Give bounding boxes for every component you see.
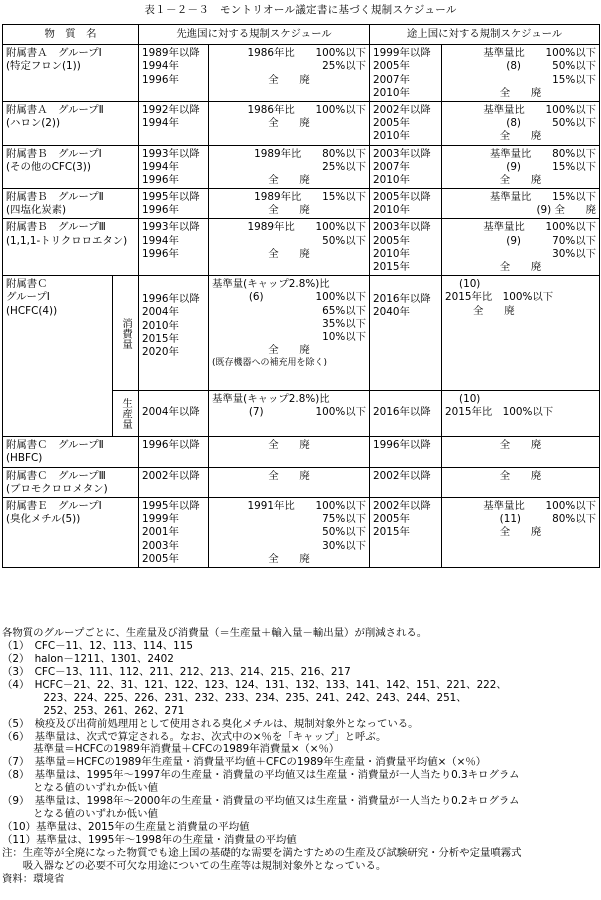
dvg-vals	[442, 219, 600, 276]
dvg-years	[370, 101, 442, 145]
dvg-vals	[442, 497, 600, 567]
value: 全 廃	[268, 552, 310, 565]
dev-vals	[209, 219, 370, 276]
year: 2005年	[373, 117, 410, 130]
year: 1995年以降	[142, 499, 200, 512]
value: 全 廃	[268, 344, 310, 357]
value: (7) 100%以下	[248, 406, 367, 419]
dvg-vals	[442, 101, 600, 145]
value: 全 廃	[268, 247, 310, 260]
value-note: (既存機器への補充用を除く)	[212, 358, 328, 369]
name-line: 附属書Ｂ グループⅡ	[6, 191, 104, 204]
footnote-line: （9） 基準量は、1998年～2000年の生産量・消費量の平均値又は生産量・消費量が一人当たり0.2キログラム	[2, 795, 520, 808]
year: 2004年	[142, 306, 179, 319]
header-substance: 物 質 名	[3, 25, 139, 45]
dev-years	[139, 467, 209, 497]
dvg-years	[370, 467, 442, 497]
year: 2010年	[373, 247, 410, 260]
dev-years	[139, 45, 209, 102]
year: 2016年以降	[373, 293, 431, 306]
value: 30%以下	[322, 539, 367, 552]
value: 全 廃	[473, 304, 515, 317]
value: 35%以下	[322, 317, 367, 330]
value: 15%以下	[552, 73, 597, 86]
year: 2002年以降	[142, 469, 200, 482]
year: 2001年	[142, 526, 179, 539]
value: 25%以下	[322, 160, 367, 173]
year: 2010年	[373, 130, 410, 143]
value: 1986年比 100%以下	[247, 47, 367, 60]
year: 2010年	[373, 86, 410, 99]
value: (9) 15%以下	[506, 160, 597, 173]
value: 全 廃	[268, 439, 310, 452]
dvg-years	[370, 219, 442, 276]
dev-vals	[209, 45, 370, 102]
name-line: 附属書Ｂ グループⅠ	[6, 147, 102, 160]
value: 30%以下	[552, 247, 597, 260]
value: 基準量比 100%以下	[483, 499, 597, 512]
value: 基準量(キャップ2.8%)比	[212, 278, 330, 291]
table-row-hcfc-consumption	[3, 276, 600, 391]
footnote-line: （4） HCFC－21、22、31、121、122、123、124、131、132、133、141、142、151、221、222、	[2, 678, 507, 691]
hcfc-prod-year	[139, 391, 209, 437]
year: 1994年	[142, 60, 179, 73]
year: 2016年以降	[373, 406, 431, 419]
value: 基準量比 100%以下	[483, 47, 597, 60]
dvg-vals	[442, 45, 600, 102]
year: 2005年	[373, 60, 410, 73]
value: 65%以下	[322, 304, 367, 317]
footnote-line: （3） CFC－13、111、112、211、212、213、214、215、216、217	[2, 665, 351, 678]
year: 2020年	[142, 345, 179, 358]
value: 全 廃	[499, 173, 542, 186]
value: 全 廃	[268, 469, 310, 482]
year: 2002年以降	[373, 499, 431, 512]
year: 2003年以降	[373, 147, 431, 160]
consumption-label: 消費量	[113, 276, 139, 391]
year: 1989年以降	[142, 47, 200, 60]
substance-name	[3, 189, 139, 219]
footnote-line: （11）基準量は、1995年～1998年の生産量・消費量の平均値	[2, 834, 297, 846]
name-line: 附属書Ａ グループⅠ	[6, 47, 102, 60]
year: 2005年	[373, 513, 410, 526]
dev-years	[139, 219, 209, 276]
value: 1991年比 100%以下	[247, 499, 367, 512]
year: 1992年以降	[142, 103, 200, 116]
value: 10%以下	[322, 330, 367, 343]
value: 1989年比 100%以下	[247, 221, 367, 234]
year: 1996年	[142, 173, 179, 186]
year: 1996年	[142, 247, 179, 260]
year: 2003年	[142, 539, 179, 552]
table-title: 表１－２－３ モントリオール議定書に基づく規制スケジュール	[144, 4, 457, 16]
value: (8) 50%以下	[506, 60, 597, 73]
table-row	[3, 497, 600, 567]
year: 1999年	[142, 513, 179, 526]
value: 基準量比 80%以下	[489, 147, 597, 160]
hcfc-name-line: グループⅠ	[6, 291, 50, 304]
name-line: 附属書Ｅ グループⅠ	[6, 499, 102, 512]
name-line: (特定フロン(1))	[6, 60, 81, 73]
dev-vals	[209, 145, 370, 189]
footnote-line: となる値のいずれか低い値	[2, 808, 158, 821]
year: 2010年	[373, 173, 410, 186]
name-line: 附属書Ｃ グループⅡ	[6, 439, 104, 452]
hcfc-prod-dvg-values	[442, 391, 600, 437]
dev-vals	[209, 497, 370, 567]
year: 2003年以降	[373, 221, 431, 234]
year: 1993年以降	[142, 221, 200, 234]
dev-years	[139, 145, 209, 189]
hcfc-prod-dvg-year	[370, 391, 442, 437]
table-row	[3, 467, 600, 497]
dvg-years	[370, 437, 442, 467]
year: 1996年以降	[373, 439, 431, 452]
value: 25%以下	[322, 60, 367, 73]
header-developed: 先進国に対する規制スケジュール	[139, 25, 370, 45]
footnote-line: （5） 検疫及び出荷前処理用として使用される臭化メチルは、規制対象外となっている。	[2, 717, 419, 730]
footnote-line: （2） halon－1211、1301、2402	[2, 652, 174, 665]
footnote-line: （1） CFC－11、12、113、114、115	[2, 639, 193, 652]
substance-name	[3, 101, 139, 145]
year: 1996年以降	[142, 439, 200, 452]
hcfc-cons-dvg-values	[442, 276, 600, 391]
table-row	[3, 189, 600, 219]
table-row	[3, 437, 600, 467]
name-line: (HBFC)	[6, 452, 43, 465]
year: 1993年以降	[142, 147, 200, 160]
table-row	[3, 219, 600, 276]
dvg-vals	[442, 467, 600, 497]
hcfc-cons-years	[139, 276, 209, 391]
footnote-line: 223、224、225、226、231、232、233、234、235、241、242、243、244、251、	[2, 691, 467, 704]
name-line: (ハロン(2))	[6, 117, 60, 130]
year: 2005年以降	[373, 191, 431, 204]
value: (6) 100%以下	[248, 291, 367, 304]
dvg-vals	[442, 145, 600, 189]
value: 50%以下	[322, 526, 367, 539]
footnote-line: （10）基準量は、2015年の生産量と消費量の平均値	[2, 821, 250, 834]
substance-name	[3, 497, 139, 567]
substance-name	[3, 437, 139, 467]
dvg-vals	[442, 437, 600, 467]
value: (9) 70%以下	[506, 234, 597, 247]
substance-name	[3, 467, 139, 497]
substance-name-hcfc	[3, 276, 113, 437]
footnote-line: 吸入器などの必要不可欠な用途についての生産等は規制対象外となっている。	[2, 859, 387, 872]
year: 2005年	[373, 234, 410, 247]
hcfc-prod-values	[209, 391, 370, 437]
value: 1986年比 100%以下	[247, 103, 367, 116]
year: 2015年	[373, 261, 410, 274]
year: 2002年以降	[373, 469, 431, 482]
hcfc-cons-values	[209, 276, 370, 391]
substance-name	[3, 45, 139, 102]
value: 全 廃	[499, 86, 542, 99]
value: 1989年比 15%以下	[254, 191, 367, 204]
year: 1996年以降	[142, 293, 200, 306]
year: 2005年	[142, 552, 179, 565]
name-line: 附属書Ｃ グループⅢ	[6, 469, 106, 482]
value: 全 廃	[268, 117, 310, 130]
value: (8) 50%以下	[506, 117, 597, 130]
dev-vals	[209, 189, 370, 219]
substance-name	[3, 219, 139, 276]
header-developing: 途上国に対する規制スケジュール	[370, 25, 600, 45]
footnote-line: 各物質のグループごとに、生産量及び消費量（＝生産量＋輸入量－輸出量）が削減される。	[2, 627, 428, 639]
name-line: (四塩化炭素)	[6, 204, 67, 217]
year: 1996年	[142, 73, 179, 86]
name-line: (その他のCFC(3))	[6, 160, 91, 173]
value: 全 廃	[499, 130, 542, 143]
year: 2002年以降	[373, 103, 431, 116]
year: 2015年	[373, 526, 410, 539]
value: 全 廃	[499, 439, 542, 452]
year: 1994年	[142, 117, 179, 130]
table-row	[3, 101, 600, 145]
value: 75%以下	[322, 513, 367, 526]
dev-years	[139, 437, 209, 467]
footnote-line: 基準量＝HCFCの1989年消費量＋CFCの1989年消費量×（×％）	[2, 743, 340, 756]
year: 2015年	[142, 332, 179, 345]
dev-years	[139, 497, 209, 567]
footnote-line: （6） 基準量は、次式で算定される。なお、次式中の×％を「キャップ」と呼ぶ。	[2, 730, 387, 743]
dvg-years	[370, 45, 442, 102]
value: 基準量比 15%以下	[489, 191, 597, 204]
value: (11) 80%以下	[499, 513, 597, 526]
hcfc-name-line: (HCFC(4))	[6, 304, 58, 317]
dvg-years	[370, 497, 442, 567]
table-row	[3, 45, 600, 102]
dvg-years	[370, 189, 442, 219]
dev-vals	[209, 437, 370, 467]
value: 全 廃	[268, 204, 310, 217]
table-header-row	[3, 25, 600, 45]
footnote-line: 資料：環境省	[2, 872, 65, 885]
dev-years	[139, 101, 209, 145]
production-label: 生産量	[113, 391, 139, 437]
name-line: (1,1,1-トリクロロエタン)	[6, 234, 128, 247]
year: 1994年	[142, 160, 179, 173]
substance-name	[3, 145, 139, 189]
name-line: 附属書Ｂ グループⅢ	[6, 221, 106, 234]
name-line: 附属書Ａ グループⅡ	[6, 103, 104, 116]
footnote-line: となる値のいずれか低い値	[2, 782, 158, 795]
value: (9) 全 廃	[536, 204, 597, 217]
value: 50%以下	[322, 234, 367, 247]
footnote-line: （7） 基準量＝HCFCの1989年生産量・消費量平均値＋CFCの1989年生産量・消費量平均値×（×％）	[2, 756, 487, 769]
dvg-years	[370, 145, 442, 189]
footnotes	[2, 627, 599, 886]
year: 2007年	[373, 73, 410, 86]
table-row	[3, 145, 600, 189]
year: 2010年	[142, 319, 179, 332]
value: (10)	[459, 393, 481, 406]
dev-vals	[209, 467, 370, 497]
dev-vals	[209, 101, 370, 145]
year: 1994年	[142, 234, 179, 247]
year: 1996年	[142, 204, 179, 217]
name-line: (ブロモクロロメタン)	[6, 482, 108, 495]
hcfc-cons-dvg-years	[370, 276, 442, 391]
value: 基準量(キャップ2.8%)比	[212, 393, 330, 406]
value: 2015年比 100%以下	[445, 406, 554, 419]
value: 基準量比 100%以下	[483, 103, 597, 116]
dev-years	[139, 189, 209, 219]
value: 2015年比 100%以下	[445, 291, 554, 304]
value: 基準量比 100%以下	[483, 221, 597, 234]
year: 1999年以降	[373, 47, 431, 60]
value: 全 廃	[499, 469, 542, 482]
value: 全 廃	[268, 73, 310, 86]
value: 全 廃	[499, 261, 542, 274]
year: 2007年	[373, 160, 410, 173]
hcfc-name-line: 附属書Ｃ	[6, 278, 48, 291]
footnote-line: 252、253、261、262、271	[2, 704, 185, 717]
value: 全 廃	[499, 526, 542, 539]
year: 1995年以降	[142, 191, 200, 204]
year: 2040年	[373, 306, 410, 319]
regulation-schedule-table	[2, 24, 600, 568]
year: 2010年	[373, 204, 410, 217]
year: 2004年以降	[142, 406, 200, 419]
value: (10)	[459, 278, 481, 291]
value: 全 廃	[268, 173, 310, 186]
footnote-line: （8） 基準量は、1995年～1997年の生産量・消費量の平均値又は生産量・消費量が一人当たり0.3キログラム	[2, 769, 520, 782]
dvg-vals	[442, 189, 600, 219]
footnote-line: 注：生産等が全廃になった物質でも途上国の基礎的な需要を満たすための生産及び試験研究・分析や定量噴霧式	[2, 846, 522, 859]
value: 1989年比 80%以下	[254, 147, 367, 160]
name-line: (臭化メチル(5))	[6, 513, 81, 526]
